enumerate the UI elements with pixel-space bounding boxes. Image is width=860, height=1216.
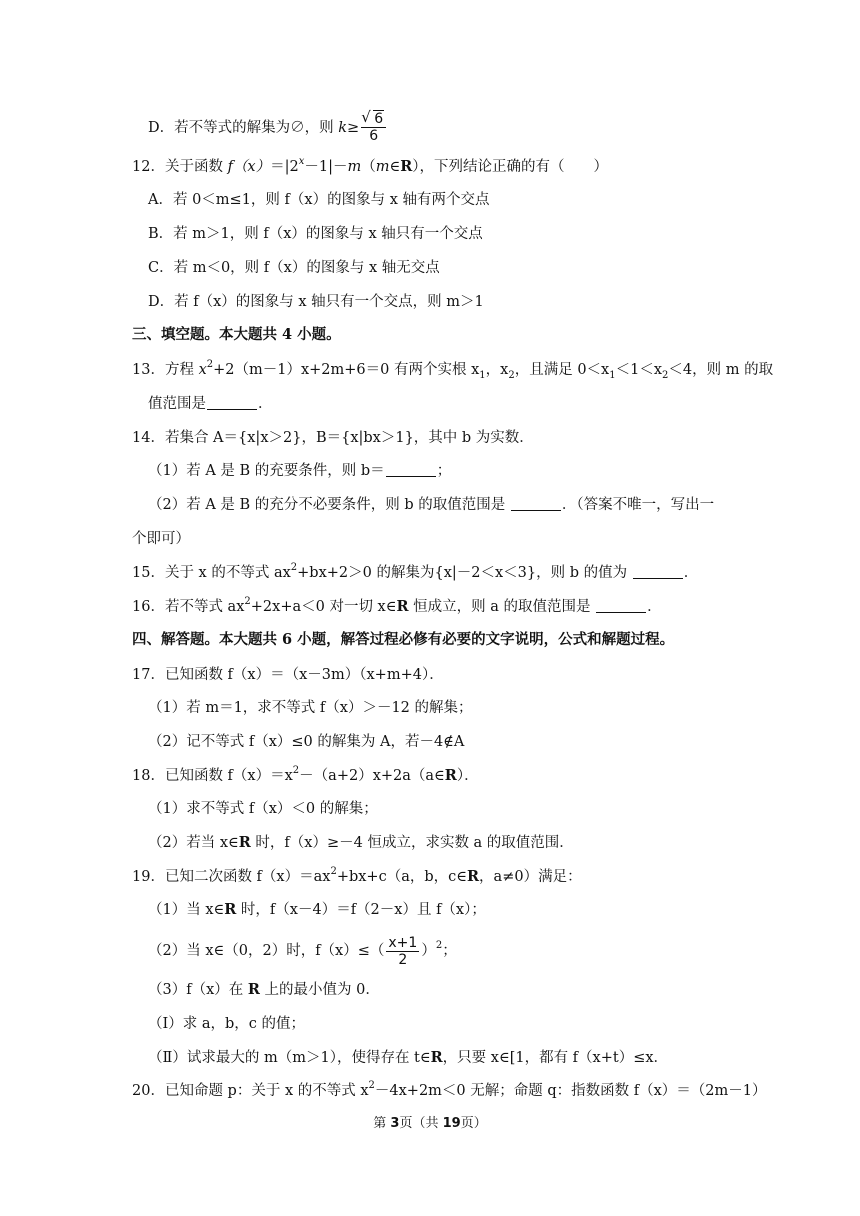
stem-text: 方程: [164, 362, 199, 378]
section-heading-fill-in: 三、填空题。本大题共 4 小题。: [132, 326, 341, 343]
answer-blank[interactable]: [596, 598, 646, 613]
stem-text: ，且满足 0＜x: [514, 362, 610, 378]
exponent: 2: [435, 940, 443, 952]
footer-text: 第: [373, 1116, 391, 1131]
fraction-numerator: x+1: [388, 935, 418, 951]
real-set: R: [444, 767, 457, 784]
variable-k: k: [338, 120, 348, 136]
footer-text: 页（共: [399, 1116, 443, 1131]
part-text: ；: [436, 463, 452, 479]
question-number: 14．: [132, 430, 165, 446]
x-plus-1-over-2-fraction: [386, 936, 419, 967]
stem-text: ，a≠0）满足：: [479, 869, 582, 885]
real-set: R: [400, 158, 413, 175]
q19-part-i: （Ⅰ）求 a，b，c 的值；: [148, 1016, 305, 1032]
question-number: 17．: [132, 667, 165, 683]
function-f: f（x）: [227, 159, 271, 175]
stem-text: 关于 x 的不等式 ax: [164, 565, 291, 581]
question-number: 18．: [132, 768, 165, 784]
page-total: 19: [442, 1116, 461, 1131]
fraction-denominator: 6: [369, 128, 379, 144]
part-text: ）: [421, 943, 436, 959]
q18-part-1: （1）求不等式 f（x）＜0 的解集；: [148, 801, 378, 817]
stem-text: 若集合 A＝{x|x＞2}，B＝{x|bx＞1}，其中 b 为实数．: [164, 430, 534, 446]
q17-part-2: （2）记不等式 f（x）≤0 的解集为 A，若－4∉A: [148, 734, 465, 750]
q11-option-d: [148, 112, 388, 143]
q14-part-2-cont: 个即可）: [132, 531, 190, 547]
q19-condition-3: [148, 980, 380, 1000]
sqrt-sign: [363, 112, 384, 126]
stem-text: ，x: [485, 362, 509, 378]
stem-text: 若不等式 ax: [164, 599, 245, 615]
stem-text: 已知函数 f（x）＝（x－3m）（x+m+4）．: [164, 667, 444, 683]
q12-stem: [132, 157, 608, 177]
q12-option-b: B．若 m＞1，则 f（x）的图象与 x 轴只有一个交点: [148, 226, 483, 242]
stem-text: －4x+2m＜0 无解；命题 q：指数函数 f（x）＝（2m－1）: [374, 1083, 767, 1099]
section-heading-solutions: 四、解答题。本大题共 6 小题，解答过程必修有必要的文字说明，公式和解题过程。: [132, 631, 675, 648]
question-number: 16．: [132, 599, 165, 615]
q19-condition-1: [148, 900, 486, 920]
q20-stem: 20．已知命题 p：关于 x 的不等式 $x^2-4x+2m<0$ 无解；命题 q：指数函数 f（x）＝（2m－1）: [132, 1080, 767, 1099]
q12-option-a: A．若 0＜m≤1，则 f（x）的图象与 x 轴有两个交点: [148, 192, 490, 208]
part-text: （2）若当 x∈: [148, 835, 239, 851]
part-text: 时，f（x－4）＝f（2－x）且 f（x）；: [236, 902, 486, 918]
q15-stem: 15．关于 x 的不等式 $ax^2+bx+2>0$ 的解集为{x|－2＜x＜3}，则 b 的值为 ．: [132, 562, 699, 581]
q18-part-2: [148, 833, 574, 853]
real-set: R: [466, 868, 480, 885]
stem-text: +2（m－1）x+2m+6＝0 有两个实根 x: [213, 362, 480, 378]
stem-text: ＜4，则 m 的取: [668, 362, 774, 378]
real-set: R: [396, 598, 409, 615]
stem-text: －1|－: [304, 159, 348, 175]
variable-m: m: [347, 159, 362, 175]
part-text: （Ⅱ）试求最大的 m（m＞1），使得存在 t∈: [148, 1050, 431, 1066]
stem-text: 已知二次函数 f（x）＝ax: [164, 869, 331, 885]
option-label: D．: [148, 120, 175, 136]
question-number: 19．: [132, 869, 165, 885]
part-text: （2）当 x∈（0，2）时，f（x）≤（: [148, 943, 385, 959]
answer-blank[interactable]: [207, 395, 257, 410]
stem-text: +bx+2＞0 的解集为{x|－2＜x＜3}，则 b 的值为: [297, 565, 632, 581]
stem-text: ），下列结论正确的有（ ）: [412, 159, 609, 175]
q13-stem-cont: [148, 394, 273, 414]
q17-part-1: （1）若 m＝1，求不等式 f（x）＞－12 的解集；: [148, 700, 473, 716]
q17-stem: [132, 665, 444, 685]
answer-blank[interactable]: [633, 564, 683, 579]
part-text: （1）若 A 是 B 的充要条件，则 b＝: [148, 463, 385, 479]
question-number: 12．: [132, 159, 165, 175]
q19-condition-2: [148, 936, 457, 967]
ge-sign: ≥: [347, 120, 360, 136]
real-set: R: [224, 901, 237, 918]
q14-part-1: [148, 461, 451, 481]
question-number: 15．: [132, 565, 165, 581]
stem-text: +2x+a＜0 对一切 x∈: [250, 599, 397, 615]
real-set: R: [247, 981, 260, 998]
part-text: ，只要 x∈[1，都有 f（x+t）≤x．: [442, 1050, 669, 1066]
stem-text: （: [361, 159, 376, 175]
q12-option-d: D．若 f（x）的图象与 x 轴只有一个交点，则 m＞1: [148, 294, 484, 310]
page-number: 3: [390, 1116, 400, 1131]
fraction-denominator: 2: [398, 952, 408, 968]
fraction-numerator: 6: [374, 111, 384, 127]
stem-text: ．: [258, 396, 273, 412]
part-text: ；: [442, 943, 457, 959]
stem-text: 关于函数: [164, 159, 223, 175]
part-text: ．（答案不唯一，写出一: [561, 497, 715, 513]
exponent: x: [298, 156, 305, 168]
stem-text: 已知函数 f（x）＝x: [164, 768, 293, 784]
part-text: （2）若 A 是 B 的充分不必要条件，则 b 的取值范围是: [148, 497, 510, 513]
question-number: 13．: [132, 362, 165, 378]
q19-stem: 19．已知二次函数 $f(x)=ax^2+bx+c(a$，b，c∈R，a≠0）满足：: [132, 866, 582, 885]
variable-m: m: [375, 159, 390, 175]
stem-text: ∈: [389, 159, 401, 175]
q12-option-c: C．若 m＜0，则 f（x）的图象与 x 轴无交点: [148, 260, 440, 276]
stem-text: ＜1＜x: [615, 362, 663, 378]
stem-text: ）．: [456, 768, 479, 784]
stem-text: ＝|2: [270, 159, 299, 175]
part-text: （1）当 x∈: [148, 902, 225, 918]
part-text: 上的最小值为 0．: [259, 982, 380, 998]
q19-part-ii: [148, 1048, 668, 1068]
part-text: （3）f（x）在: [148, 982, 248, 998]
q16-stem: 16．若不等式 $ax^2+2x+a<0$ 对一切 x∈R 恒成立，则 a 的取值范围是 ．: [132, 596, 662, 615]
q18-stem: 18．已知函数 $f(x)=x^2-(a+2)x+2a(a\in R)$．: [132, 765, 479, 784]
answer-blank[interactable]: [386, 462, 436, 477]
footer-text: 页）: [460, 1116, 487, 1131]
stem-text: －（a+2）x+2a（a∈: [299, 768, 445, 784]
page-footer: [0, 1112, 860, 1131]
part-text: 时，f（x）≥－4 恒成立，求实数 a 的取值范围．: [250, 835, 574, 851]
q14-stem: [132, 428, 534, 448]
q14-part-2: [148, 495, 714, 515]
answer-blank[interactable]: [511, 496, 561, 511]
stem-text: ．: [683, 565, 699, 581]
sqrt6-over-6-fraction: [361, 112, 386, 143]
real-set: R: [430, 1049, 443, 1066]
stem-text: 值范围是: [148, 396, 206, 412]
stem-text: 已知命题 p：关于 x 的不等式 x: [164, 1083, 369, 1099]
q13-stem: 13．方程 $x^2+2(m-1)x+2m+6=0$ 有两个实根 $x_1$，$x_2$，且满足 $0<x_1<1<x_2<4$，则 m 的取: [132, 359, 774, 381]
question-number: 20．: [132, 1083, 165, 1099]
stem-text: 恒成立，则 a 的取值范围是: [408, 599, 596, 615]
real-set: R: [238, 834, 251, 851]
option-text: 若不等式的解集为∅，则: [174, 120, 339, 136]
stem-text: ．: [647, 599, 662, 615]
stem-text: +bx+c（a，b，c∈: [336, 869, 467, 885]
